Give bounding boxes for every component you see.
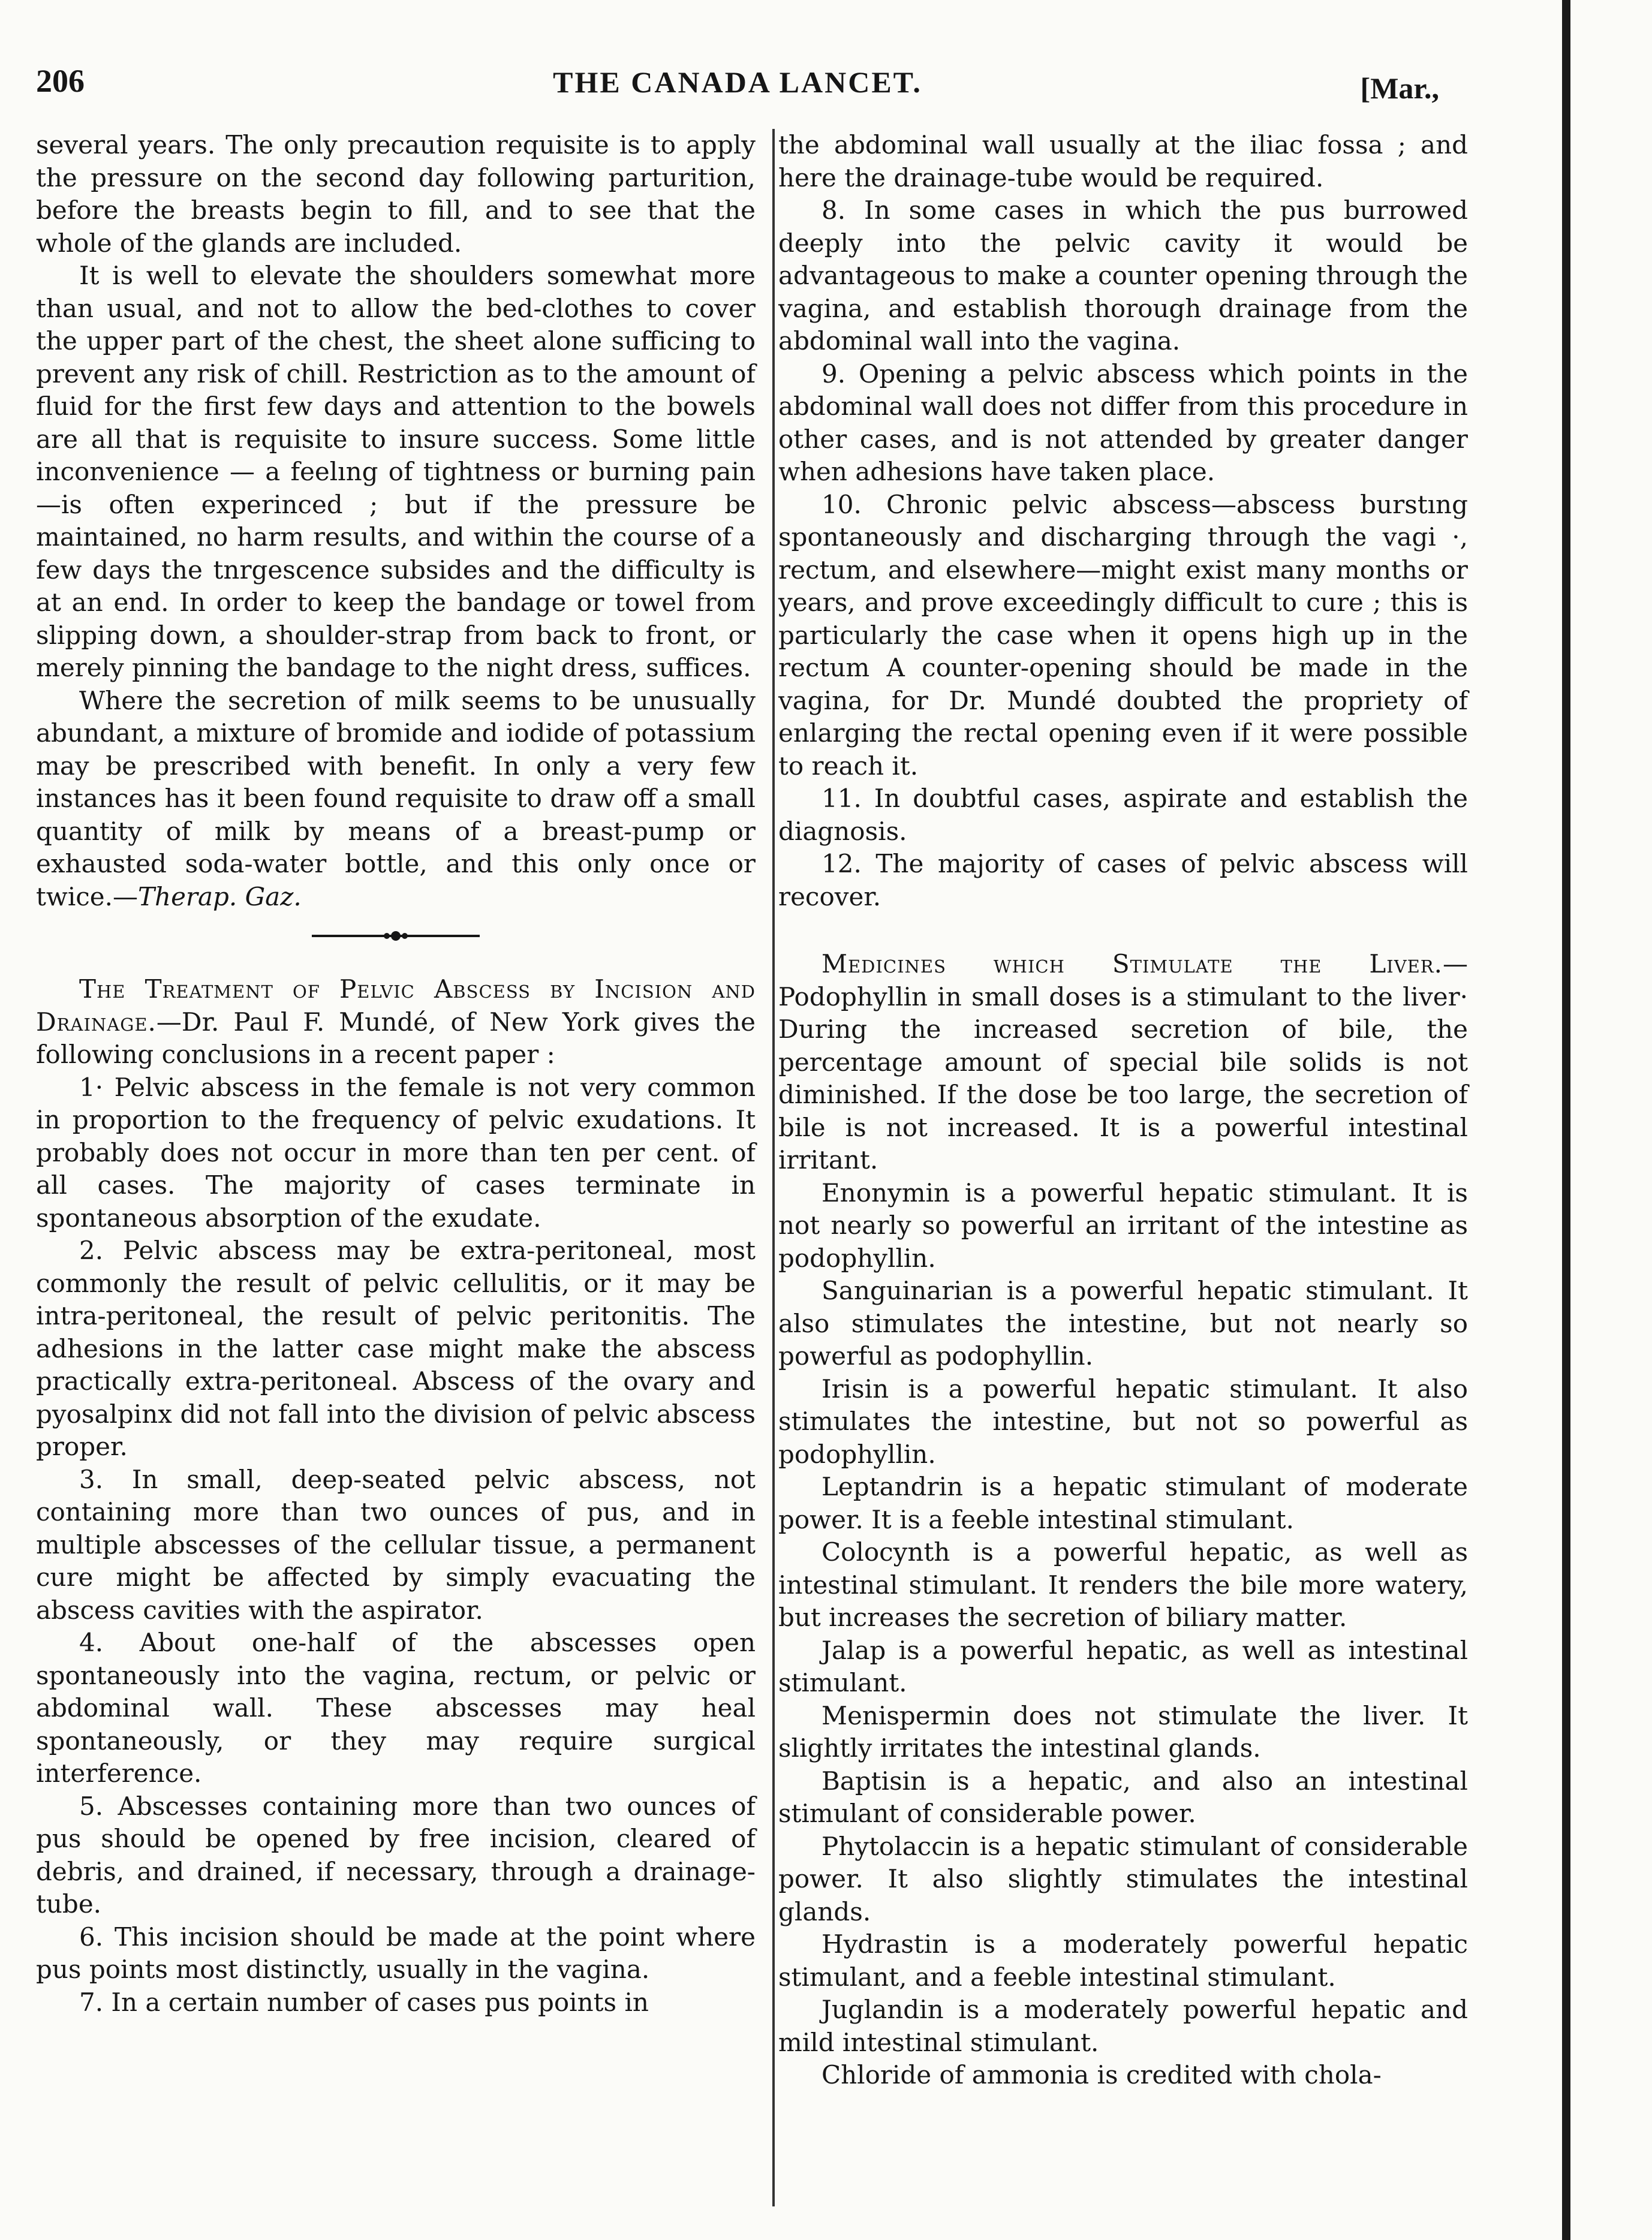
section-spacer xyxy=(778,913,1468,948)
paragraph: Menispermin does not stimulate the liver. It slightly irritates the intestinal glands. xyxy=(778,1700,1468,1763)
list-item: 11. In doubtful cases, aspirate and establish the diagnosis. xyxy=(778,784,1468,846)
article-intro: —Dr. Paul F. Mundé, of New York gives the following conclusions in a recent paper : xyxy=(36,1007,756,1069)
ornament-rule-icon xyxy=(306,927,486,945)
article-intro: — Podophyllin in small doses is a stimulant to the liver· During the increased secretion of bile, the percentage amount of special bile solids is not diminished. If the dose be too large, the secretion of bile is not increased. It is a powerful intestinal irritant. xyxy=(778,949,1468,1175)
paragraph xyxy=(36,685,756,914)
paragraph: Colocynth is a powerful hepatic, as well as intestinal stimulant. It renders the bile more watery, but increases the secretion of biliary matter. xyxy=(778,1537,1468,1632)
page-number: 206 xyxy=(36,63,85,99)
list-item: 5. Abscesses containing more than two ounces of pus should be opened by free incision, cleared of debris, and drained, if necessary, through a drainage-tube. xyxy=(36,1791,756,1919)
paragraph: Hydrastin is a moderately powerful hepatic stimulant, and a feeble intestinal stimulant. xyxy=(778,1929,1468,1992)
paragraph: It is well to elevate the shoulders somewhat more than usual, and not to allow the bed-clothes to cover the upper part of the chest, the sheet alone sufficing to prevent any risk of chill. Restriction as to the amount of fluid for the first few days and attention to the bowels are all that is requisite to insure success. Some little inconvenience — a feelıng of tightness or burning pain—is often experinced ; but if the pressure be maintained, no harm results, and within the course of a few days the tnrgescence subsides and the difficulty is at an end. In order to keep the bandage or towel from slipping down, a shoulder-strap from back to front, or merely pinning the bandage to the night dress, suffices. xyxy=(36,261,756,682)
article-heading xyxy=(36,973,756,1071)
column-divider xyxy=(772,129,775,2206)
paragraph: the abdominal wall usually at the iliac fossa ; and here the drainage-tube would be required. xyxy=(778,130,1468,192)
list-item: 7. In a certain number of cases pus points in xyxy=(79,1987,649,2017)
paragraph-text: Where the secretion of milk seems to be unusually abundant, a mixture of bromide and iodide of potassium may be prescribed with benefit. In only a very few instances has it been found requisite to draw off a small quantity of milk by means of a breast-pump or exhausted soda-water bottle, and this only once or twice.— xyxy=(36,685,756,911)
article-heading xyxy=(778,948,1468,1177)
left-column xyxy=(36,129,756,2019)
paragraph: Leptandrin is a hepatic stimulant of moderate power. It is a feeble intestinal stimulant. xyxy=(778,1472,1468,1534)
paragraph: Irisin is a powerful hepatic stimulant. It also stimulates the intestine, but not so powerful as podophyllin. xyxy=(778,1374,1468,1469)
citation: Therap. Gaz. xyxy=(138,881,302,911)
page-edge-shadow xyxy=(1562,0,1570,2240)
list-item: 8. In some cases in which the pus burrowed deeply into the pelvic cavity it would be advantageous to make a counter opening through the vagina, and establish thorough drainage from the abdominal wall into the vagina. xyxy=(778,195,1468,356)
list-item: 1· Pelvic abscess in the female is not very common in proportion to the frequency of pelvic exudations. It probably does not occur in more than ten per cent. of all cases. The majority of cases terminate in spontaneous absorption of the exudate. xyxy=(36,1072,756,1233)
paragraph: Enonymin is a powerful hepatic stimulant. It is not nearly so powerful an irritant of the intestine as podophyllin. xyxy=(778,1178,1468,1273)
paragraph: Chloride of ammonia is credited with chola- xyxy=(822,2060,1382,2090)
article-title: The Treatment of Pelvic Abscess by Incision and Drainage. xyxy=(36,974,756,1037)
list-item: 2. Pelvic abscess may be extra-peritoneal, most commonly the result of pelvic cellulitis, or it may be intra-peritoneal, the result of pelvic peritonitis. The adhesions in the latter case might make the abscess practically extra-peritoneal. Abscess of the ovary and pyosalpinx did not fall into the division of pelvic abscess proper. xyxy=(36,1236,756,1461)
right-column xyxy=(778,129,1468,2092)
paragraph: Juglandin is a moderately powerful hepatic and mild intestinal stimulant. xyxy=(778,1995,1468,2057)
issue-month: [Mar., xyxy=(1360,71,1439,105)
paragraph: several years. The only precaution requisite is to apply the pressure on the second day following parturition, before the breasts begin to fill, and to see that the whole of the glands are included. xyxy=(36,130,756,258)
journal-title: THE CANADA LANCET. xyxy=(553,65,922,99)
article-title: Medicines which Stimulate the Liver. xyxy=(822,949,1443,979)
list-item: 12. The majority of cases of pelvic abscess will recover. xyxy=(778,849,1468,911)
list-item: 4. About one-half of the abscesses open spontaneously into the vagina, rectum, or pelvic or abdominal wall. These abscesses may heal spontaneously, or they may require surgical interference. xyxy=(36,1628,756,1788)
paragraph: Sanguinarian is a powerful hepatic stimulant. It also stimulates the intestine, but not nearly so powerful as podophyllin. xyxy=(778,1276,1468,1371)
list-item: 3. In small, deep-seated pelvic abscess, not containing more than two ounces of pus, and in multiple abscesses of the cellular tissue, a permanent cure might be affected by simply evacuating the abscess cavities with the aspirator. xyxy=(36,1464,756,1625)
list-item: 6. This incision should be made at the point where pus points most distinctly, usually in the vagina. xyxy=(36,1922,756,1984)
paragraph: Jalap is a powerful hepatic, as well as intestinal stimulant. xyxy=(778,1635,1468,1697)
page-header xyxy=(36,53,1439,119)
section-ornament xyxy=(36,920,756,944)
paragraph: Baptisin is a hepatic, and also an intestinal stimulant of considerable power. xyxy=(778,1766,1468,1828)
paragraph: Phytolaccin is a hepatic stimulant of considerable power. It also slightly stimulates the intestinal glands. xyxy=(778,1831,1468,1926)
list-item: 10. Chronic pelvic abscess—abscess burstıng spontaneously and discharging through the vagi ·, rectum, and elsewhere—might exist many months or years, and prove exceedingly difficult to cure ; this is particularly the case when it opens high up in the rectum A counter-opening should be made in the vagina, for Dr. Mundé doubted the propriety of enlarging the rectal opening even if it were possible to reach it. xyxy=(778,489,1468,781)
list-item: 9. Opening a pelvic abscess which points in the abdominal wall does not differ from this procedure in other cases, and is not attended by greater danger when adhesions have taken place. xyxy=(778,359,1468,486)
